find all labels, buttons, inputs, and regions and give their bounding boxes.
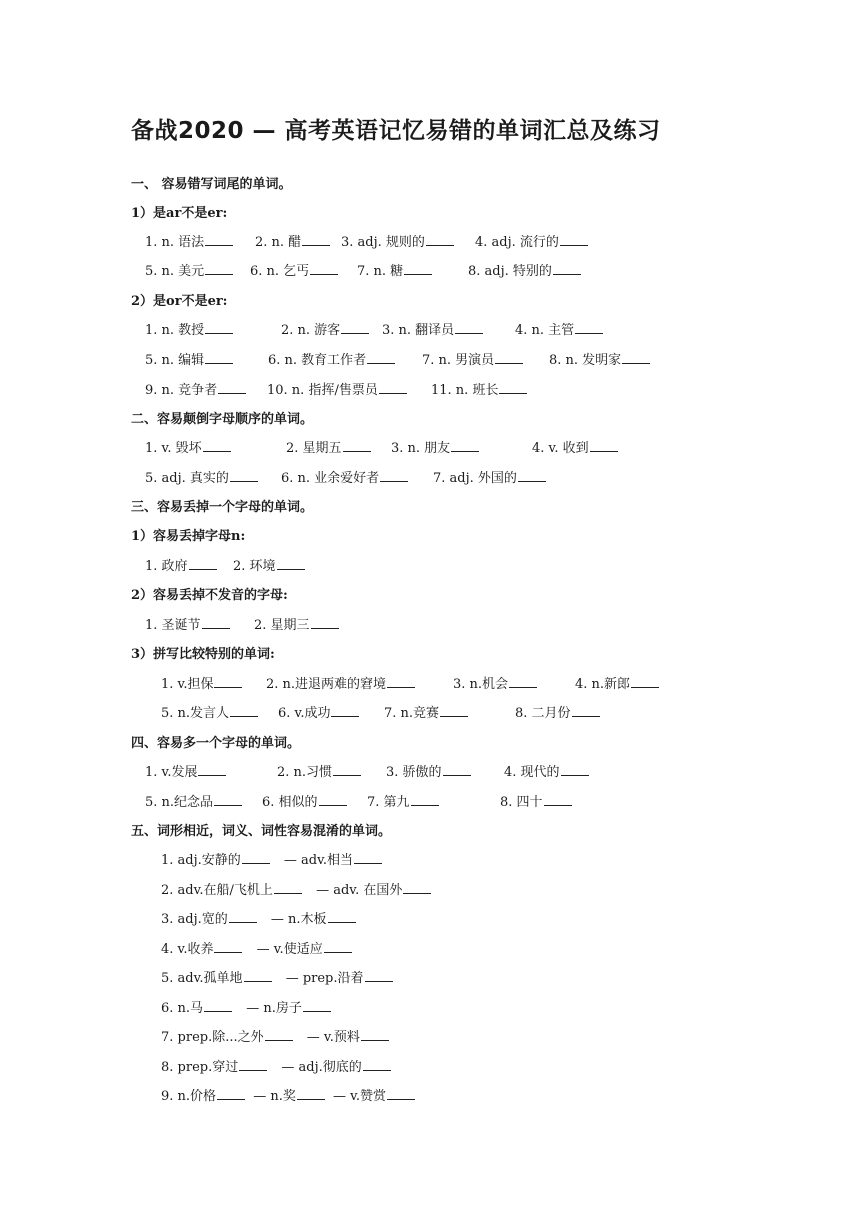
exercise-item: — adv. 在国外 xyxy=(316,883,431,898)
exercise-item: 4. n. 主管 xyxy=(515,320,603,342)
exercise-row xyxy=(161,1027,389,1049)
answer-blank[interactable] xyxy=(631,674,659,688)
exercise-item: 1. v.担保 xyxy=(161,674,242,696)
answer-blank[interactable] xyxy=(622,350,650,364)
answer-blank[interactable] xyxy=(242,850,270,864)
answer-blank[interactable] xyxy=(380,468,408,482)
section-heading: 一、 容易错写词尾的单词。 xyxy=(131,177,292,192)
exercise-item: 1. adj.安静的 xyxy=(161,853,270,868)
answer-blank[interactable] xyxy=(354,850,382,864)
exercise-item: 6. n. 教育工作者 xyxy=(268,350,395,372)
exercise-row xyxy=(161,1086,415,1108)
exercise-item: 7. n. 糖 xyxy=(357,261,432,283)
answer-blank[interactable] xyxy=(590,438,618,452)
answer-blank[interactable] xyxy=(297,1086,325,1100)
exercise-item: — n.房子 xyxy=(246,1001,331,1016)
exercise-item: — v.赞赏 xyxy=(333,1089,415,1104)
answer-blank[interactable] xyxy=(328,909,356,923)
exercise-row xyxy=(161,939,352,961)
exercise-item: 8. n. 发明家 xyxy=(549,350,650,372)
exercise-item: 2. 星期五 xyxy=(286,438,371,460)
exercise-item: 8. adj. 特别的 xyxy=(468,261,581,283)
answer-blank[interactable] xyxy=(205,350,233,364)
answer-blank[interactable] xyxy=(302,232,330,246)
answer-blank[interactable] xyxy=(387,674,415,688)
answer-blank[interactable] xyxy=(204,998,232,1012)
answer-blank[interactable] xyxy=(426,232,454,246)
section-heading: 四、容易多一个字母的单词。 xyxy=(131,736,301,751)
exercise-item: 2. n.习惯 xyxy=(277,762,361,784)
answer-blank[interactable] xyxy=(499,380,527,394)
answer-blank[interactable] xyxy=(274,880,302,894)
exercise-item: 1. n. 语法 xyxy=(145,232,233,254)
answer-blank[interactable] xyxy=(544,792,572,806)
answer-blank[interactable] xyxy=(218,380,246,394)
answer-blank[interactable] xyxy=(343,438,371,452)
answer-blank[interactable] xyxy=(265,1027,293,1041)
exercise-item: 3. adj. 规则的 xyxy=(341,232,454,254)
exercise-item: 1. 圣诞节 xyxy=(145,615,230,637)
exercise-item: 1. v. 毁坏 xyxy=(145,438,231,460)
answer-blank[interactable] xyxy=(495,350,523,364)
answer-blank[interactable] xyxy=(311,615,339,629)
exercise-item: 1. 政府 xyxy=(145,556,217,578)
exercise-item: 2. 星期三 xyxy=(254,615,339,637)
exercise-item: 5. n.纪念品 xyxy=(145,792,242,814)
exercise-item: — n.奖 xyxy=(253,1089,325,1104)
answer-blank[interactable] xyxy=(361,1027,389,1041)
exercise-item: 6. n. 乞丐 xyxy=(250,261,338,283)
answer-blank[interactable] xyxy=(341,320,369,334)
exercise-row xyxy=(161,880,431,902)
exercise-item: 2. n.进退两难的窘境 xyxy=(266,674,415,696)
page-title: 备战2020 — 高考英语记忆易错的单词汇总及练习 xyxy=(131,118,661,144)
section-heading: 二、容易颠倒字母顺序的单词。 xyxy=(131,412,314,427)
exercise-item: — v.使适应 xyxy=(257,942,352,957)
answer-blank[interactable] xyxy=(440,703,468,717)
exercise-row xyxy=(161,850,382,872)
exercise-item: 3. adj.宽的 xyxy=(161,912,257,927)
exercise-item: 10. n. 指挥/售票员 xyxy=(267,380,407,402)
exercise-item: — adj.彻底的 xyxy=(281,1060,390,1075)
answer-blank[interactable] xyxy=(403,880,431,894)
answer-blank[interactable] xyxy=(331,703,359,717)
answer-blank[interactable] xyxy=(319,792,347,806)
exercise-item: 4. 现代的 xyxy=(504,762,589,784)
exercise-item: 6. n.马 xyxy=(161,1001,232,1016)
answer-blank[interactable] xyxy=(509,674,537,688)
answer-blank[interactable] xyxy=(379,380,407,394)
exercise-item: 4. n.新郎 xyxy=(575,674,659,696)
exercise-item: 4. v.收养 xyxy=(161,942,242,957)
exercise-item: 2. 环境 xyxy=(233,556,305,578)
exercise-row xyxy=(161,1057,391,1079)
exercise-row xyxy=(161,968,393,990)
answer-blank[interactable] xyxy=(214,792,242,806)
exercise-item: 1. n. 教授 xyxy=(145,320,233,342)
answer-blank[interactable] xyxy=(203,438,231,452)
exercise-item: 3. n. 翻译员 xyxy=(382,320,483,342)
exercise-item: 3. n. 朋友 xyxy=(391,438,479,460)
section-heading: 三、容易丢掉一个字母的单词。 xyxy=(131,500,314,515)
exercise-item: 4. adj. 流行的 xyxy=(475,232,588,254)
answer-blank[interactable] xyxy=(230,468,258,482)
exercise-row xyxy=(161,909,356,931)
answer-blank[interactable] xyxy=(198,762,226,776)
exercise-item: 9. n. 竞争者 xyxy=(145,380,246,402)
exercise-item: — prep.沿着 xyxy=(286,971,393,986)
exercise-item: 11. n. 班长 xyxy=(431,380,527,402)
answer-blank[interactable] xyxy=(202,615,230,629)
answer-blank[interactable] xyxy=(575,320,603,334)
exercise-item: — adv.相当 xyxy=(284,853,382,868)
answer-blank[interactable] xyxy=(310,261,338,275)
exercise-item: 7. n. 男演员 xyxy=(422,350,523,372)
exercise-item: 5. n. 编辑 xyxy=(145,350,233,372)
exercise-item: 5. adj. 真实的 xyxy=(145,468,258,490)
exercise-item: 5. adv.孤单地 xyxy=(161,971,272,986)
exercise-item: 7. n.竞赛 xyxy=(384,703,468,725)
exercise-item: 8. 四十 xyxy=(500,792,572,814)
answer-blank[interactable] xyxy=(303,998,331,1012)
answer-blank[interactable] xyxy=(518,468,546,482)
exercise-item: 4. v. 收到 xyxy=(532,438,618,460)
answer-blank[interactable] xyxy=(367,350,395,364)
answer-blank[interactable] xyxy=(443,762,471,776)
answer-blank[interactable] xyxy=(277,556,305,570)
exercise-item: 2. n. 醋 xyxy=(255,232,330,254)
exercise-item: 2. adv.在船/飞机上 xyxy=(161,883,302,898)
answer-blank[interactable] xyxy=(214,674,242,688)
exercise-item: 2. n. 游客 xyxy=(281,320,369,342)
answer-blank[interactable] xyxy=(333,762,361,776)
exercise-item: 6. 相似的 xyxy=(262,792,347,814)
answer-blank[interactable] xyxy=(239,1057,267,1071)
exercise-item: — n.木板 xyxy=(271,912,356,927)
answer-blank[interactable] xyxy=(387,1086,415,1100)
answer-blank[interactable] xyxy=(411,792,439,806)
answer-blank[interactable] xyxy=(363,1057,391,1071)
exercise-item: 1. v.发展 xyxy=(145,762,226,784)
exercise-item: 3. 骄傲的 xyxy=(386,762,471,784)
exercise-item: 3. n.机会 xyxy=(453,674,537,696)
answer-blank[interactable] xyxy=(229,909,257,923)
exercise-item: 7. 第九 xyxy=(367,792,439,814)
subsection-heading: 1）是ar不是er: xyxy=(131,206,228,221)
exercise-row xyxy=(161,998,331,1020)
exercise-item: 8. 二月份 xyxy=(515,703,600,725)
answer-blank[interactable] xyxy=(365,968,393,982)
answer-blank[interactable] xyxy=(205,232,233,246)
answer-blank[interactable] xyxy=(217,1086,245,1100)
answer-blank[interactable] xyxy=(189,556,217,570)
answer-blank[interactable] xyxy=(205,320,233,334)
exercise-item: — v.预料 xyxy=(307,1030,389,1045)
answer-blank[interactable] xyxy=(324,939,352,953)
answer-blank[interactable] xyxy=(230,703,258,717)
answer-blank[interactable] xyxy=(560,232,588,246)
exercise-item: 9. n.价格 xyxy=(161,1089,245,1104)
exercise-item: 7. prep.除...之外 xyxy=(161,1030,293,1045)
answer-blank[interactable] xyxy=(404,261,432,275)
answer-blank[interactable] xyxy=(553,261,581,275)
subsection-heading: 1）容易丢掉字母n: xyxy=(131,529,246,544)
answer-blank[interactable] xyxy=(214,939,242,953)
subsection-heading: 2）容易丢掉不发音的字母: xyxy=(131,588,288,603)
answer-blank[interactable] xyxy=(455,320,483,334)
subsection-heading: 2）是or不是er: xyxy=(131,294,228,309)
exercise-item: 6. v.成功 xyxy=(278,703,359,725)
exercise-item: 6. n. 业余爱好者 xyxy=(281,468,408,490)
section-heading: 五、词形相近，词义、词性容易混淆的单词。 xyxy=(131,824,392,839)
answer-blank[interactable] xyxy=(451,438,479,452)
exercise-item: 5. n. 美元 xyxy=(145,261,233,283)
answer-blank[interactable] xyxy=(572,703,600,717)
answer-blank[interactable] xyxy=(561,762,589,776)
exercise-item: 7. adj. 外国的 xyxy=(433,468,546,490)
answer-blank[interactable] xyxy=(205,261,233,275)
subsection-heading: 3）拼写比较特别的单词: xyxy=(131,647,275,662)
exercise-item: 5. n.发言人 xyxy=(161,703,258,725)
answer-blank[interactable] xyxy=(244,968,272,982)
exercise-item: 8. prep.穿过 xyxy=(161,1060,267,1075)
